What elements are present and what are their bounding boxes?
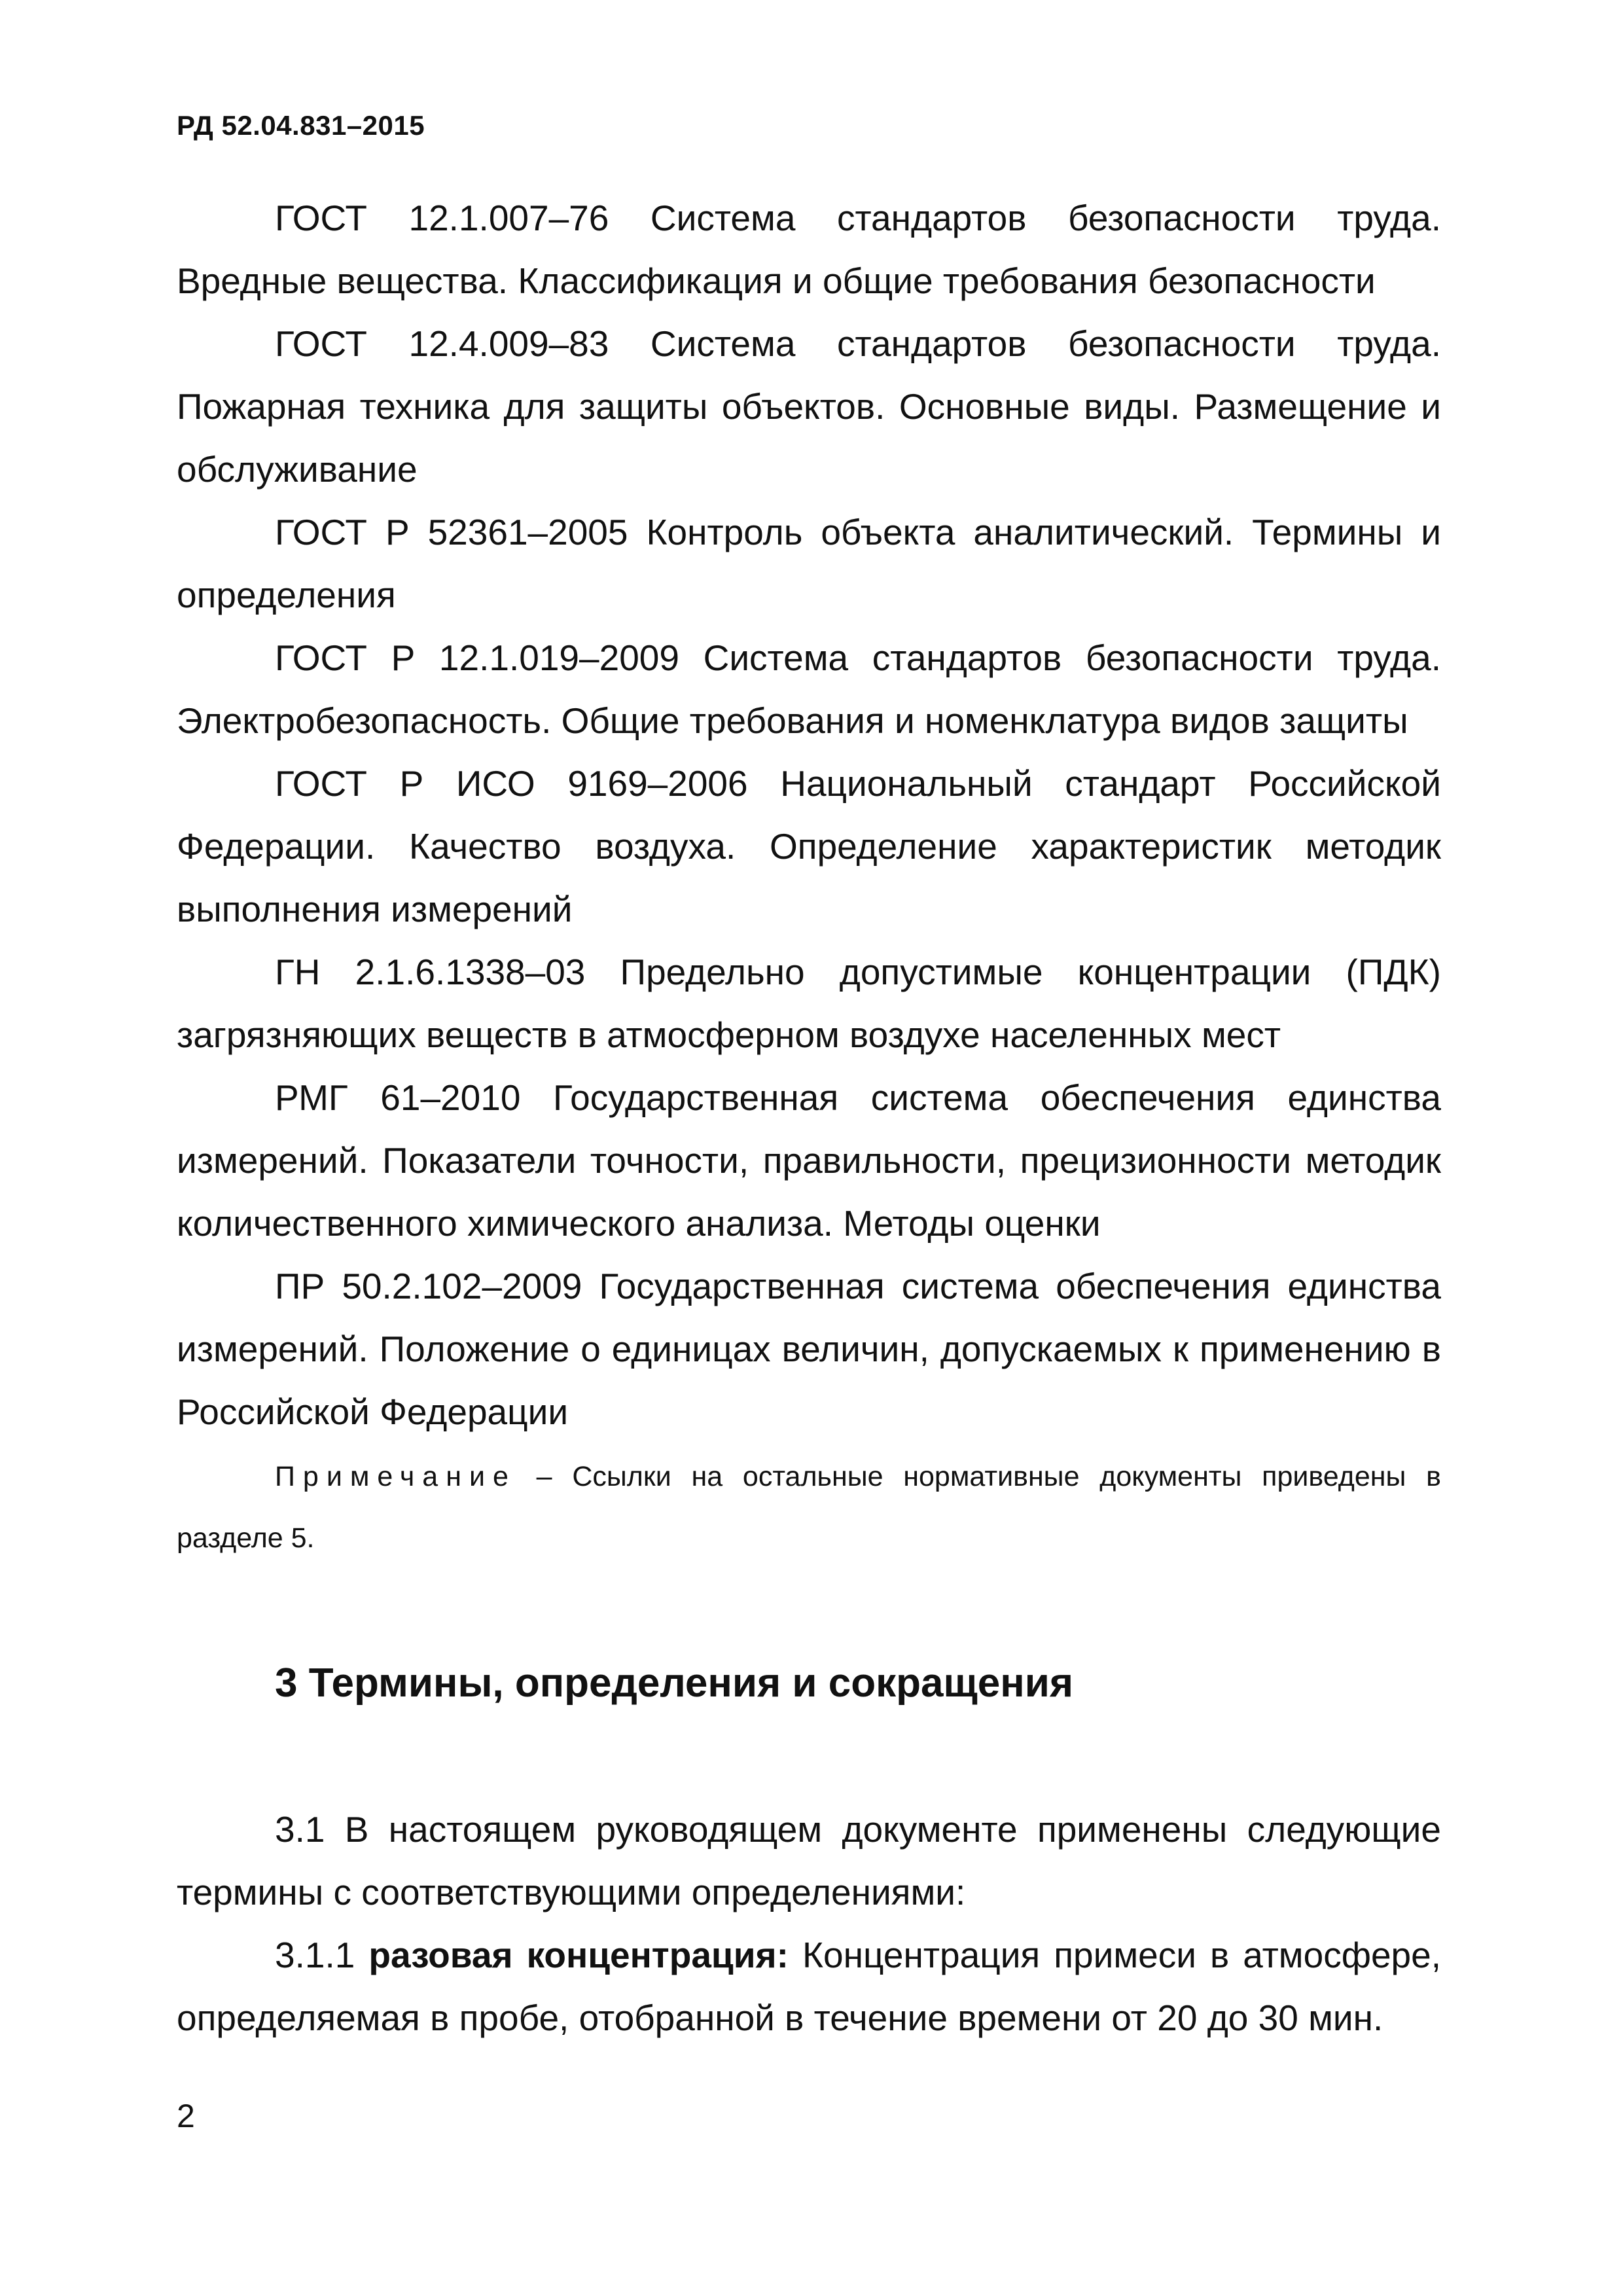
page-body	[177, 187, 1441, 2049]
reference-item: ГН 2.1.6.1338–03 Предельно допустимые концентрации (ПДК) загрязняющих веществ в атмосферном воздухе населенных мест	[177, 952, 1441, 1055]
term-number: 3.1.1	[275, 1935, 369, 1975]
reference-item: ПР 50.2.102–2009 Государственная система обеспечения единства измерений. Положение о единицах величин, допускаемых к применению в Российской Федерации	[177, 1266, 1441, 1432]
section-heading: 3 Термины, определения и сокращения	[275, 1660, 1073, 1706]
reference-item: РМГ 61–2010 Государственная система обеспечения единства измерений. Показатели точности, правильности, прецизионности методик количественного химического анализа. Методы оценки	[177, 1077, 1441, 1244]
document-code: РД 52.04.831–2015	[177, 110, 425, 141]
reference-item: ГОСТ Р 12.1.019–2009 Система стандартов безопасности труда. Электробезопасность. Общие требования и номенклатура видов защиты	[177, 637, 1441, 741]
note-text: – Ссылки на остальные нормативные документы приведены в разделе 5.	[177, 1461, 1441, 1554]
term-text: Концентрация примеси в атмосфере, определяемая в пробе, отобранной в течение времени от 20 до 30 мин.	[177, 1935, 1441, 2038]
section-intro: 3.1 В настоящем руководящем документе применены следующие термины с соответствующими определениями:	[177, 1809, 1441, 1912]
reference-item: ГОСТ 12.1.007–76 Система стандартов безопасности труда. Вредные вещества. Классификация и общие требования безопасности	[177, 198, 1441, 301]
reference-item: ГОСТ Р 52361–2005 Контроль объекта аналитический. Термины и определения	[177, 512, 1441, 615]
note	[177, 1446, 1441, 1569]
reference-item: ГОСТ 12.4.009–83 Система стандартов безопасности труда. Пожарная техника для защиты объектов. Основные виды. Размещение и обслуживание	[177, 323, 1441, 490]
term-name: разовая концентрация:	[368, 1935, 789, 1975]
reference-item: ГОСТ Р ИСО 9169–2006 Национальный стандарт Российской Федерации. Качество воздуха. Определение характеристик методик выполнения измерений	[177, 763, 1441, 929]
note-label: Примечание	[275, 1461, 516, 1492]
term-definition	[177, 1924, 1441, 2049]
page-number: 2	[177, 2098, 195, 2134]
